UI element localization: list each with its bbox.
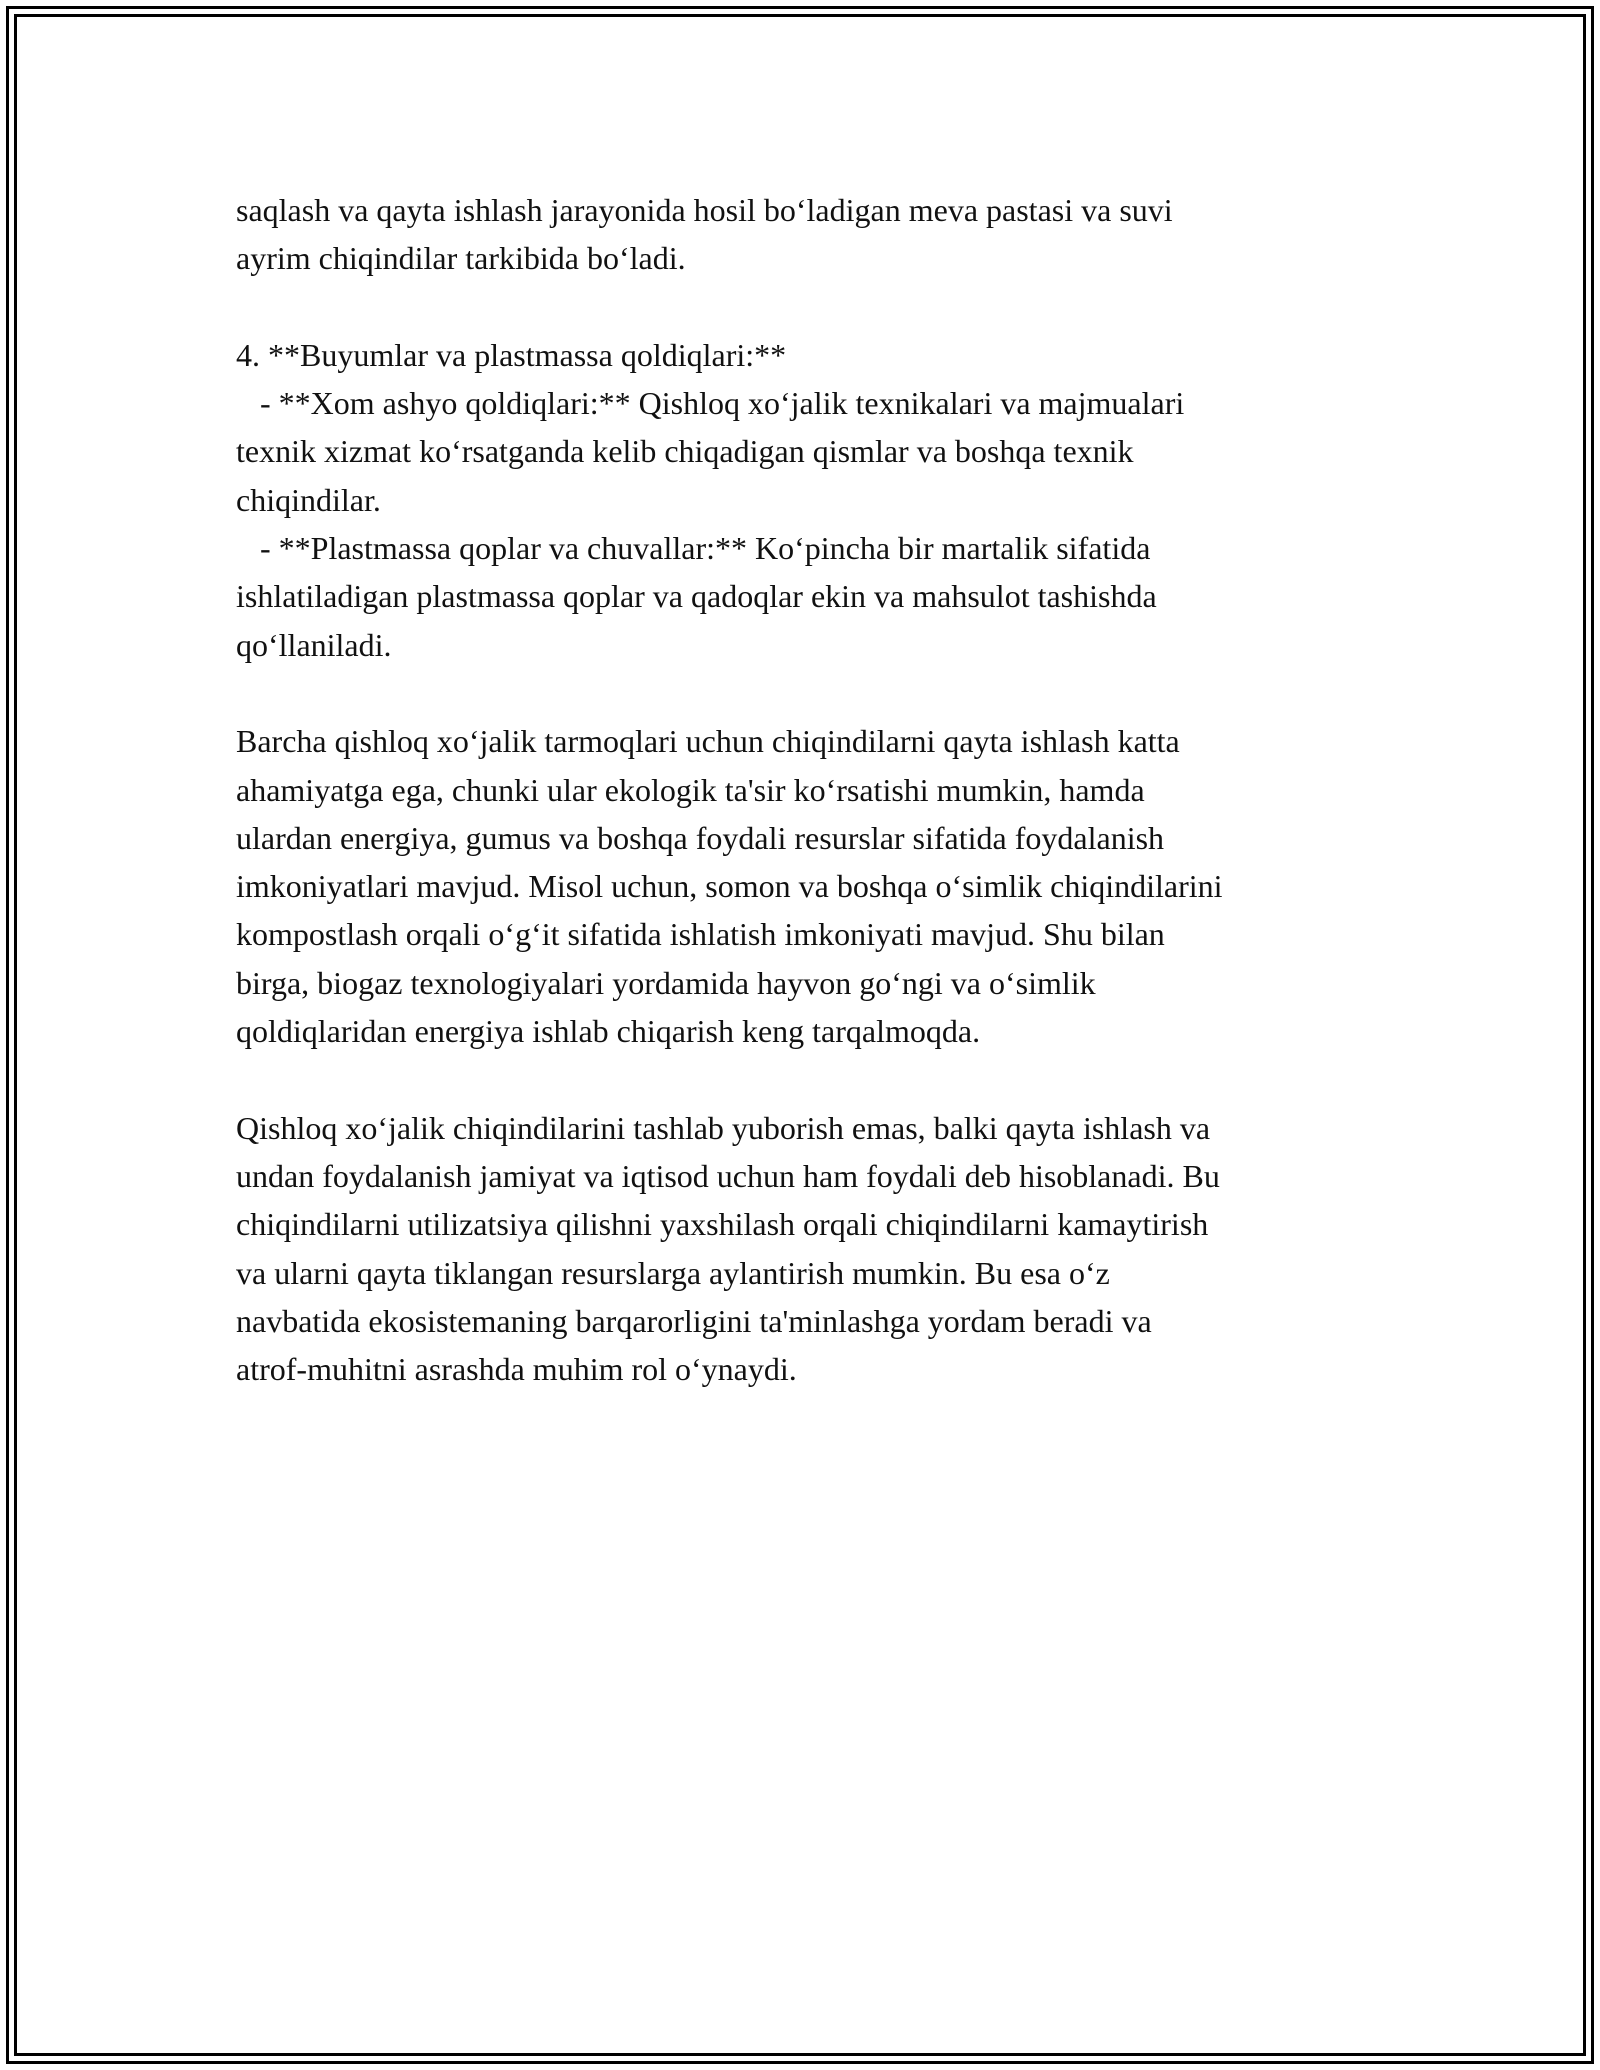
- text-line: kompostlash orqali o‘g‘it sifatida ishlatish imkoniyati mavjud. Shu bilan: [236, 916, 1165, 953]
- text-line: ahamiyatga ega, chunki ular ekologik ta'sir ko‘rsatishi mumkin, hamda: [236, 771, 1145, 808]
- text-line: ishlatiladigan plastmassa qoplar va qadoqlar ekin va mahsulot tashishda: [236, 578, 1157, 615]
- text-line: texnik xizmat ko‘rsatganda kelib chiqadigan qismlar va boshqa texnik: [236, 433, 1134, 470]
- list-item-line: - **Xom ashyo qoldiqlari:** Qishloq xo‘jalik texnikalari va majmualari: [236, 385, 1185, 422]
- text-line: atrof-muhitni asrashda muhim rol o‘ynaydi.: [236, 1351, 797, 1388]
- text-line: Barcha qishloq xo‘jalik tarmoqlari uchun chiqindilarni qayta ishlash katta: [236, 723, 1180, 760]
- text-line: birga, biogaz texnologiyalari yordamida hayvon go‘ngi va o‘simlik: [236, 964, 1096, 1001]
- paragraph-gap: [236, 283, 1386, 331]
- text-line: ulardan energiya, gumus va boshqa foydali resurslar sifatida foydalanish: [236, 819, 1165, 856]
- text-line: undan foydalanish jamiyat va iqtisod uchun ham foydali deb hisoblanadi. Bu: [236, 1157, 1220, 1194]
- text-line: navbatida ekosistemaning barqarorligini ta'minlashga yordam beradi va: [236, 1302, 1152, 1339]
- list-item-line: - **Plastmassa qoplar va chuvallar:** Ko‘pincha bir martalik sifatida: [236, 530, 1151, 567]
- text-line: chiqindilarni utilizatsiya qilishni yaxshilash orqali chiqindilarni kamaytirish: [236, 1206, 1209, 1243]
- text-line: Qishloq xo‘jalik chiqindilarini tashlab yuborish emas, balki qayta ishlash va: [236, 1109, 1211, 1146]
- text-line: saqlash va qayta ishlash jarayonida hosil bo‘ladigan meva pastasi va suvi: [236, 192, 1173, 228]
- text-line: qo‘llaniladi.: [236, 626, 392, 663]
- text-line: chiqindilar.: [236, 481, 381, 518]
- text-line: ayrim chiqindilar tarkibida bo‘ladi.: [236, 240, 686, 277]
- text-line: qoldiqlaridan energiya ishlab chiqarish keng tarqalmoqda.: [236, 1013, 981, 1050]
- section-heading: 4. **Buyumlar va plastmassa qoldiqlari:**: [236, 336, 787, 373]
- paragraph-gap: [236, 1055, 1386, 1103]
- paragraph-gap: [236, 669, 1386, 717]
- text-line: imkoniyatlari mavjud. Misol uchun, somon va boshqa o‘simlik chiqindilarini: [236, 868, 1223, 905]
- document-body: [236, 186, 1386, 1393]
- text-line: va ularni qayta tiklangan resurslarga aylantirish mumkin. Bu esa o‘z: [236, 1254, 1110, 1291]
